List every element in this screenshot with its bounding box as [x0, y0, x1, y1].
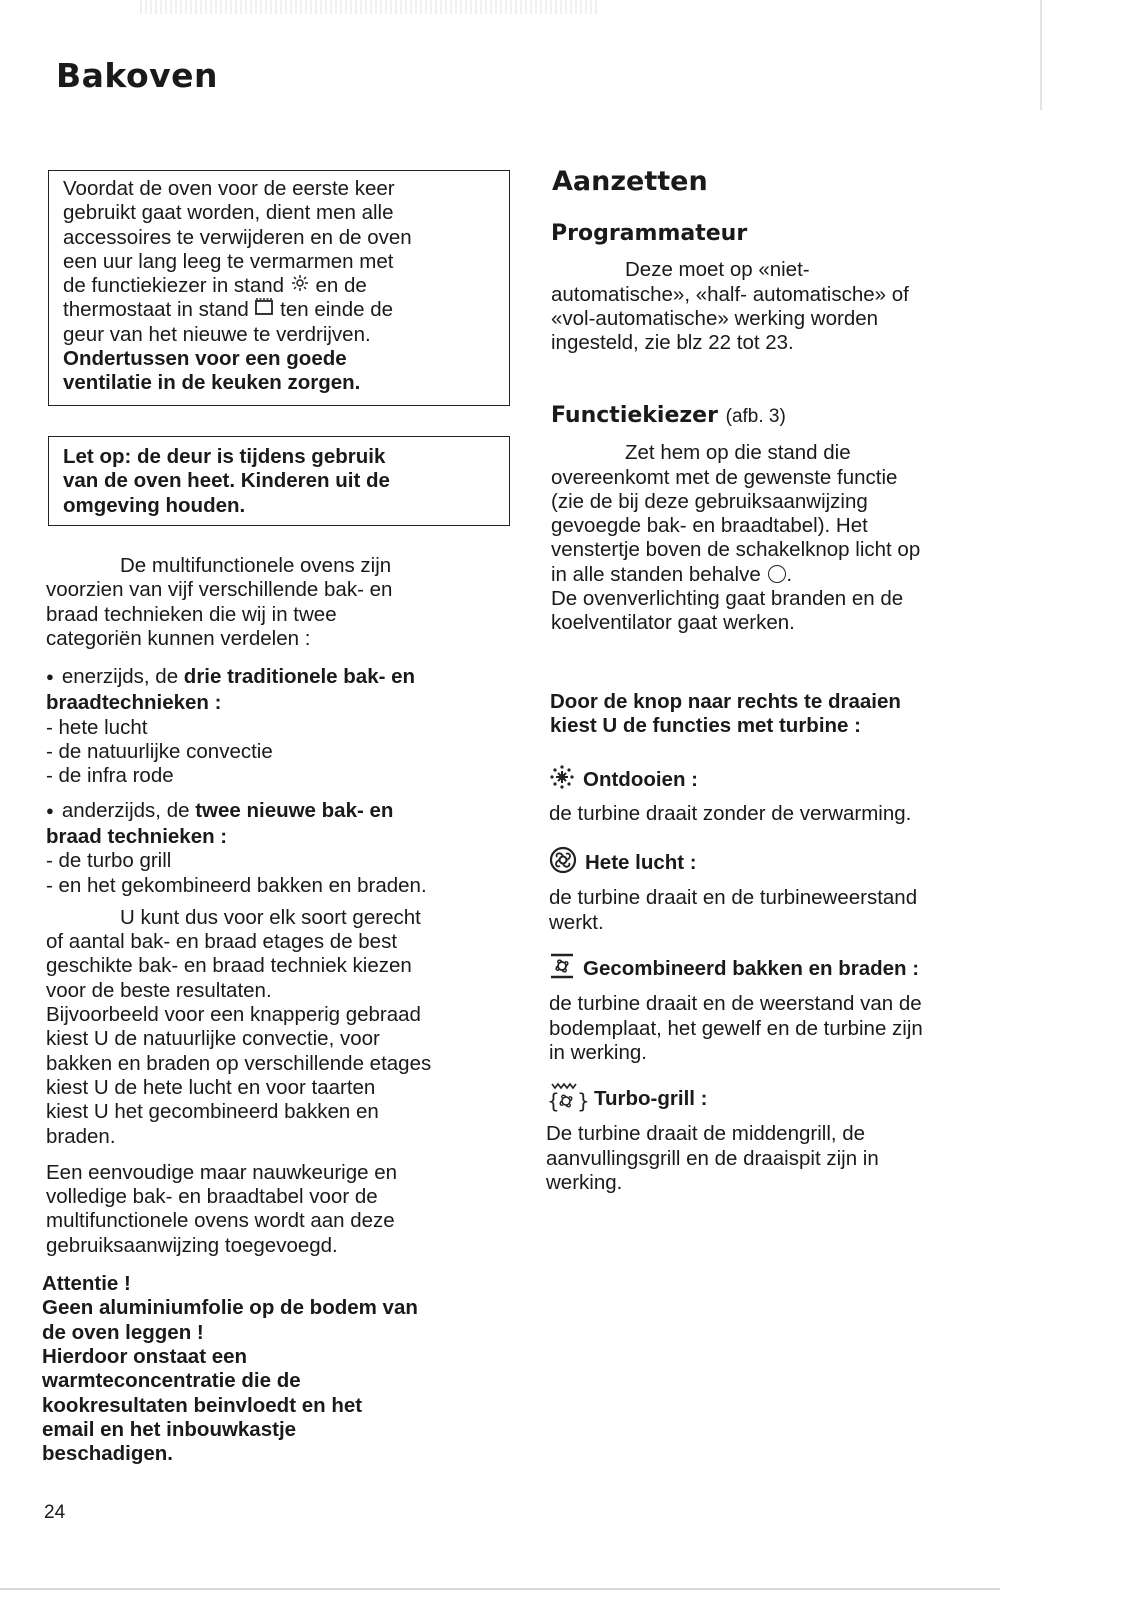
para-line: kiest U de hete lucht en voor taarten	[46, 1075, 376, 1099]
traditional-techniques-label: braadtechnieken :	[46, 691, 222, 715]
functiekiezer-line: Zet hem op die stand die	[625, 441, 851, 465]
intro-line: braad technieken die wij in twee	[46, 602, 337, 626]
function-turbo-grill	[546, 1080, 1016, 1195]
programmateur-line: «vol-automatische» werking worden	[551, 306, 879, 330]
para-line: multifunctionele ovens wordt aan deze	[46, 1209, 395, 1233]
programmateur-line: ingesteld, zie blz 22 tot 23.	[551, 331, 794, 355]
svg-text:{: {	[547, 1089, 560, 1113]
warning-line: Let op: de deur is tijdens gebruik	[63, 445, 386, 468]
para-line: U kunt dus voor elk soort gerecht	[120, 905, 421, 929]
page-title: Bakoven	[56, 56, 219, 95]
function-hot-air	[549, 846, 1019, 935]
top-bottom-heat-icon	[254, 298, 274, 322]
scan-artifact-right	[1040, 0, 1042, 110]
notice-bold: ventilatie in de keuken zorgen.	[63, 371, 361, 395]
para-line: of aantal bak- en braad etages de best	[46, 930, 398, 954]
function-combined	[549, 952, 1019, 1065]
attention-block	[42, 1272, 516, 1466]
turbine-intro	[550, 690, 1020, 739]
left-body	[42, 554, 516, 1466]
warning-line: omgeving houden.	[63, 493, 246, 517]
functiekiezer-line: venstertje boven de schakelknop licht op	[551, 538, 921, 562]
attention-line: email en het inbouwkastje	[42, 1417, 297, 1441]
functiekiezer-section	[551, 404, 1021, 636]
function-description: in werking.	[549, 1040, 647, 1064]
functiekiezer-line: in alle standen behalve .	[551, 562, 793, 586]
function-description: de turbine draait en de weerstand van de	[549, 992, 922, 1016]
traditional-techniques-item: ● enerzijds, de drie traditionele bak- en	[46, 665, 516, 691]
off-position-circle-icon	[768, 565, 786, 583]
notice-bold: Ondertussen voor een goede	[63, 347, 347, 371]
para-line: kiest U de natuurlijke convectie, voor	[46, 1027, 380, 1051]
functiekiezer-line: De ovenverlichting gaat branden en de	[551, 587, 904, 611]
function-description: werking.	[546, 1170, 623, 1194]
function-description: de turbine draait zonder de verwarming.	[549, 802, 912, 826]
functiekiezer-line: overeenkomt met de gewenste functie	[551, 465, 898, 489]
functiekiezer-line: gevoegde bak- en braadtabel). Het	[551, 514, 868, 538]
intro-line: De multifunctionele ovens zijn	[120, 554, 392, 577]
section-heading: Aanzetten	[552, 166, 708, 197]
attention-line: beschadigen.	[42, 1442, 174, 1466]
function-defrost-heading: Ontdooien :	[549, 764, 1019, 796]
para-line: volledige bak- en braadtabel voor de	[46, 1185, 378, 1209]
para-line: Bijvoorbeeld voor een knapperig gebraad	[46, 1003, 421, 1027]
turbine-intro-line: kiest U de functies met turbine :	[550, 714, 861, 738]
para-line: voor de beste resultaten.	[46, 978, 272, 1002]
function-turbo-grill-heading: { } Turbo-grill :	[546, 1080, 1016, 1118]
fan-heat-icon	[290, 274, 310, 298]
technique-item: - de infra rode	[46, 764, 174, 788]
para-line: bakken en braden op verschillende etages	[46, 1051, 432, 1075]
turbine-intro-line: Door de knop naar rechts te draaien	[550, 690, 901, 713]
attention-line: de oven leggen !	[42, 1320, 204, 1344]
intro-line: categoriën kunnen verdelen :	[46, 626, 311, 650]
technique-item: - de turbo grill	[46, 849, 172, 873]
turbo-grill-icon	[546, 1080, 590, 1118]
functiekiezer-line: (zie de bij deze gebruiksaanwijzing	[551, 489, 868, 513]
technique-item: - de natuurlijke convectie	[46, 740, 273, 764]
functiekiezer-title: Functiekiezer (afb. 3)	[551, 403, 786, 428]
attention-line: Attentie !	[42, 1272, 131, 1296]
scan-artifact-top	[140, 0, 600, 14]
warning-line: van de oven heet. Kinderen uit de	[63, 469, 390, 493]
page-number: 24	[44, 1502, 66, 1523]
function-hot-air-heading: Hete lucht :	[549, 846, 1019, 880]
notice-line: gebruikt gaat worden, dient men alle	[63, 201, 394, 225]
programmateur-line: automatische», «half- automatische» of	[551, 282, 909, 306]
svg-text:}: }	[577, 1089, 590, 1113]
figure-reference: (afb. 3)	[725, 406, 786, 427]
hot-air-icon	[549, 846, 577, 880]
function-description: de turbine draait en de turbineweerstand	[549, 886, 918, 910]
hot-door-warning-box	[48, 436, 510, 526]
defrost-icon	[549, 764, 575, 796]
function-combined-heading: Gecombineerd bakken en braden :	[549, 952, 1019, 986]
notice-line: een uur lang leeg te vermarmen met	[63, 249, 394, 273]
notice-line: Voordat de oven voor de eerste keer	[63, 177, 395, 200]
technique-item: - hete lucht	[46, 715, 148, 739]
scan-artifact-bottom	[0, 1588, 1000, 1590]
notice-line: de functiekiezer in stand en de	[63, 274, 367, 298]
attention-line: warmteconcentratie die de	[42, 1369, 301, 1393]
para-line: geschikte bak- en braad techniek kiezen	[46, 954, 412, 978]
new-techniques-label: braad technieken :	[46, 824, 228, 848]
intro-line: voorzien van vijf verschillende bak- en	[46, 578, 393, 602]
attention-line: Hierdoor onstaat een	[42, 1344, 248, 1368]
combined-bake-icon	[549, 952, 575, 986]
para-line: braden.	[46, 1124, 116, 1148]
new-techniques-item: ● anderzijds, de twee nieuwe bak- en	[46, 799, 516, 825]
para-line: Een eenvoudige maar nauwkeurige en	[46, 1160, 398, 1184]
programmateur-title: Programmateur	[551, 221, 748, 246]
attention-line: kookresultaten beinvloedt en het	[42, 1393, 363, 1417]
notice-line: accessoires te verwijderen en de oven	[63, 225, 412, 249]
functiekiezer-line: koelventilator gaat werken.	[551, 611, 795, 635]
function-description: De turbine draait de middengrill, de	[546, 1122, 866, 1146]
first-use-notice-box	[48, 170, 510, 406]
notice-line: geur van het nieuwe te verdrijven.	[63, 322, 371, 346]
function-description: werkt.	[549, 910, 604, 934]
function-defrost	[549, 764, 1019, 827]
attention-line: Geen aluminiumfolie op de bodem van	[42, 1296, 418, 1320]
notice-line: thermostaat in stand ten einde de	[63, 298, 394, 322]
function-description: bodemplaat, het gewelf en de turbine zijn	[549, 1016, 923, 1040]
programmateur-section	[551, 222, 1021, 355]
function-description: aanvullingsgrill en de draaispit zijn in	[546, 1146, 879, 1170]
para-line: kiest U het gecombineerd bakken en	[46, 1100, 379, 1124]
programmateur-line: Deze moet op «niet-	[625, 258, 810, 282]
technique-item: - en het gekombineerd bakken en braden.	[46, 873, 427, 897]
para-line: gebruiksaanwijzing toegevoegd.	[46, 1233, 338, 1257]
